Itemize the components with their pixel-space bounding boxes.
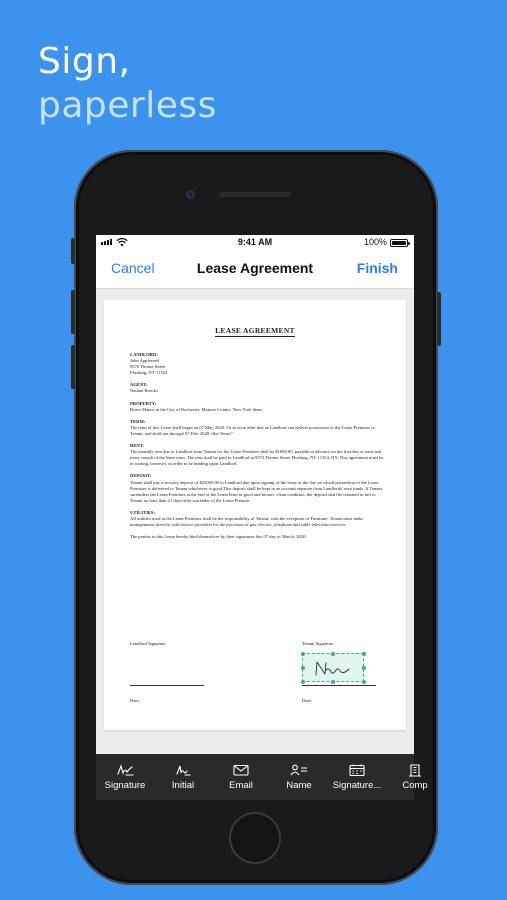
company-icon: [405, 763, 425, 777]
landlord-signature-line[interactable]: [130, 685, 204, 686]
handwritten-signature-icon: [303, 654, 365, 683]
volume-down-button: [71, 345, 75, 389]
battery-icon: [390, 239, 408, 247]
status-bar: [96, 235, 414, 251]
toolbar-initial-label: Initial: [171, 780, 195, 791]
front-camera: [186, 190, 195, 199]
toolbar-email[interactable]: [212, 754, 270, 800]
deposit-text: Tenant shall pay a security deposit of $25000.00 to Landlord due upon signing of the lease or the day on which possession of the Lease Premises is delivered to Tenant,whichever is good.This deposit shall be kept in an account separate from Landlords' own funds. If Tenant surrenders the Lease Premises at the end of the LeaseTerm in good and broom- clean condition, the deposit shall be returned in full to Tenant no later than 21 days after surrender of the Lease Premise.: [130, 479, 382, 503]
property-text: Bruce Manor in the City of Rochester, Monroe County, New York State.: [130, 406, 263, 412]
document-title: Lease Agreement: [196, 260, 314, 276]
rent-heading: RENT:: [130, 443, 144, 449]
navigation-bar: [96, 251, 414, 289]
term-text: The term of this Lease shall begin on 07 Mar, 2020. Or as soon after that as Landlord can deliver possession of the Lease Premises to Tenant, and shall run through 07 Feb, 2020. (the Term)": [130, 424, 375, 436]
document-viewer[interactable]: [96, 289, 414, 754]
battery-percentage: 100%: [363, 237, 387, 247]
cancel-button[interactable]: Cancel: [111, 260, 155, 276]
landlord-name: John Appleseed: [130, 358, 159, 364]
status-time: 9:41 AM: [237, 237, 273, 247]
tenant-date-label: Date:: [302, 698, 312, 703]
landlord-city: Flushing, NY 11354: [130, 370, 168, 376]
tenant-signature-label: Tenant Signature: [302, 641, 334, 646]
landlord-heading: LANDLORD:: [130, 352, 158, 357]
field-toolbar: [96, 754, 428, 800]
document-page: [104, 300, 406, 730]
signature-icon: [115, 763, 135, 777]
email-icon: [231, 763, 251, 777]
toolbar-company-label: Comp: [402, 780, 428, 791]
phone-screen: [96, 235, 428, 800]
lease-title-text: LEASE AGREEMENT: [215, 326, 295, 335]
headline-line-1: Sign,: [38, 41, 131, 82]
home-button[interactable]: [229, 812, 281, 864]
property-heading: PROPERTY:: [130, 400, 157, 406]
closing-text: The parties to this Lease hereby bind themselves by their signatures this 07 day of March, 2020.: [130, 534, 307, 540]
date-icon: [347, 763, 367, 777]
utilities-text: All utilities used in the Lease Premises shall be the responsibility of Tenant, with the exception of Furniture. Tenant must make arrangements directly with service providers for the provision of gas, electric, telephone and cable television services.: [130, 515, 364, 528]
toolbar-signature[interactable]: [96, 754, 154, 800]
name-icon: [289, 763, 309, 777]
toolbar-initial[interactable]: [154, 754, 212, 800]
deposit-heading: DEPOSIT:: [130, 473, 152, 479]
headline-line-2: paperless: [38, 85, 217, 126]
power-button: [437, 292, 441, 346]
toolbar-company[interactable]: [386, 754, 444, 800]
landlord-date-label: Date:: [130, 698, 140, 703]
toolbar-email-label: Email: [229, 780, 253, 791]
finish-button[interactable]: Finish: [356, 260, 398, 276]
tenant-signature-field[interactable]: [302, 653, 364, 682]
tenant-signature-line: [302, 685, 376, 686]
lease-title: [104, 326, 406, 335]
volume-up-button: [71, 290, 75, 334]
toolbar-signature-date[interactable]: [328, 754, 386, 800]
mute-switch: [71, 238, 75, 264]
toolbar-signature-label: Signature: [104, 780, 146, 791]
rent-text: The monthly rent due to Landlord from Tenant for the Lease Premises shall be $1600.00, payable in advance on the first day of each and every month of the lease term. The rent shall be paid to Landlord at 9572 Thorne Street Flushing, NY 11354, NY. This agreement must be in writing, however, in order to be binding upon Landlord.: [130, 449, 384, 467]
toolbar-signature-date-label: Signature...: [332, 780, 382, 791]
agent-heading: AGENT:: [130, 382, 148, 388]
landlord-street: 9570 Thorne Street: [130, 364, 166, 370]
headline: [38, 40, 217, 128]
utilities-heading: UTILITIES:: [130, 509, 156, 515]
toolbar-name-label: Name: [286, 780, 312, 791]
earpiece-speaker: [219, 192, 291, 197]
initial-icon: [173, 763, 193, 777]
lease-body: [130, 352, 384, 540]
toolbar-name[interactable]: [270, 754, 328, 800]
agent-name: Nathan Brooks: [130, 388, 158, 394]
landlord-signature-label: Landlord Signature: [130, 641, 166, 646]
term-heading: TERM:: [130, 418, 146, 424]
